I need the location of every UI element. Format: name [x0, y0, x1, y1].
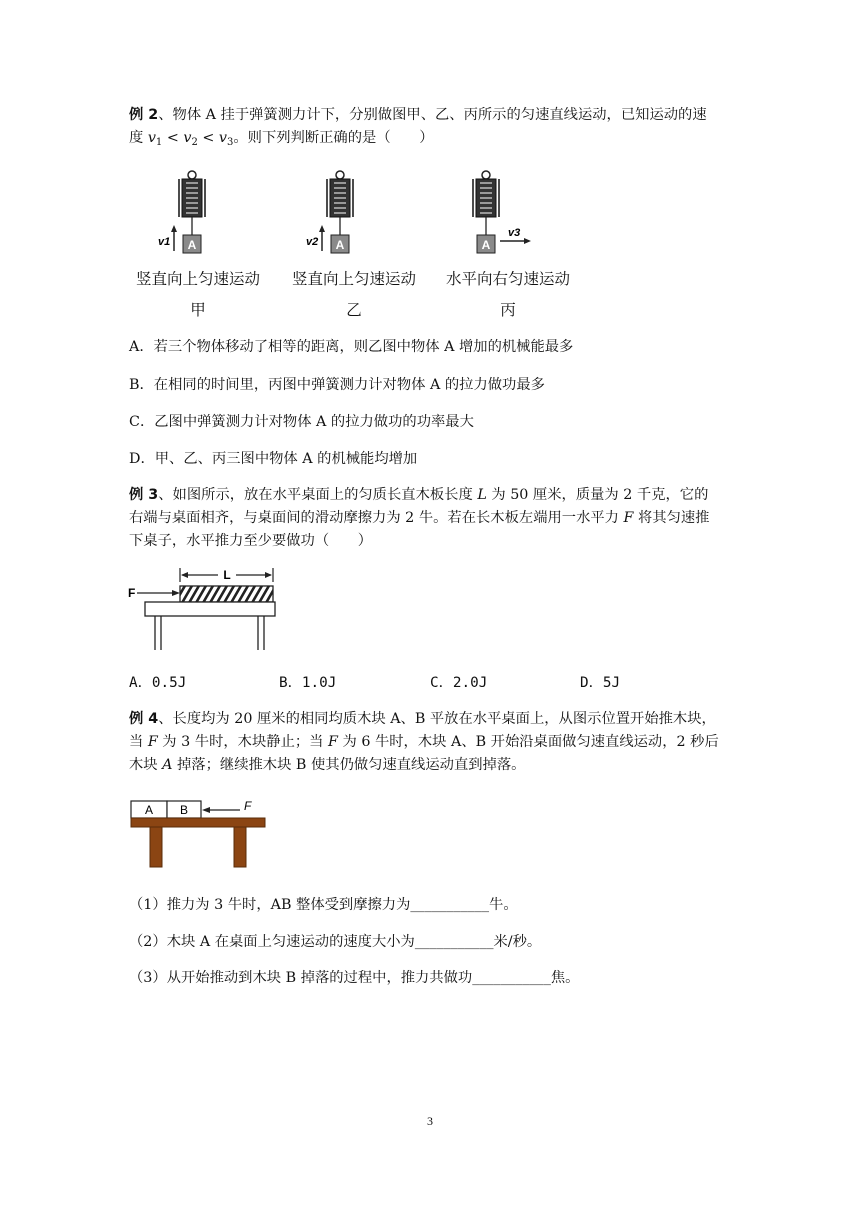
figure-yi-scale: [327, 171, 353, 253]
example-3-option-a: A．0.5J: [129, 675, 187, 691]
table-top: [131, 818, 265, 827]
example-2-option-c: C．乙图中弹簧测力计对物体 A 的拉力做功的功率最大: [129, 414, 474, 430]
example-3-option-c: C．2.0J: [430, 675, 488, 691]
example-4-line3b: 掉落；继续推木块 B 使其仍做匀速直线运动直到掉落。: [172, 757, 526, 773]
table-top: [145, 602, 275, 616]
figure-jia-velocity-label: v1: [158, 236, 171, 248]
v3-symbol: v: [218, 130, 227, 146]
example-4-line2b: 为 3 牛时，木块静止；当: [157, 734, 329, 750]
example-4-line2c: 为 6 牛时，木块 A、B 开始沿桌面做匀速直线运动，2 秒后: [337, 734, 719, 750]
example-2-line1: 、物体 A 挂于弹簧测力计下，分别做图甲、乙、丙所示的匀速直线运动，已知运动的速: [158, 107, 707, 123]
example-3-line2a: 右端与桌面相齐，与桌面间的滑动摩擦力为 2 牛。若在长木板左端用一水平力: [129, 510, 624, 526]
figure-yi-block-label: A: [335, 238, 345, 252]
figure-bing-name: 丙: [500, 301, 516, 319]
example-4-label: 例 4: [129, 711, 159, 727]
figure-bing-scale: [473, 171, 499, 253]
example-2-option-a: A．若三个物体移动了相等的距离，则乙图中物体 A 增加的机械能最多: [129, 339, 574, 355]
table-leg-right: [234, 827, 246, 867]
less-than-1: <: [162, 130, 184, 146]
v1-subscript: 1: [155, 137, 163, 148]
figure-bing-velocity-label: v3: [508, 227, 521, 239]
figure-jia-block-label: A: [187, 238, 197, 252]
wooden-board: [180, 586, 273, 602]
force-label: F: [128, 586, 136, 600]
blocks-on-table-figure: [128, 796, 273, 872]
figure-yi-name: 乙: [346, 301, 362, 319]
example-3-stem: [129, 484, 733, 553]
example-2-label: 例 2: [129, 107, 159, 123]
example-2-line2-prefix: 度: [129, 130, 148, 146]
example-3-option-d: D．5J: [580, 675, 621, 691]
figure-bing-arrowhead: [524, 238, 531, 244]
figure-jia-name: 甲: [190, 301, 206, 319]
figure-jia-caption: 竖直向上匀速运动: [135, 270, 260, 288]
figure-yi-caption: 竖直向上匀速运动: [291, 270, 416, 288]
example-4-line1: 、长度均为 20 厘米的相同均质木块 A、B 平放在水平桌面上，从图示位置开始推木块，: [158, 711, 716, 727]
example-4-A-symbol: A: [162, 757, 173, 773]
example-2-stem: [129, 104, 733, 154]
example-2-line2-suffix: 。则下列判断正确的是（ ）: [233, 130, 434, 146]
example-4-line2a: 当: [129, 734, 148, 750]
figure-bing-caption: 水平向右匀速运动: [445, 270, 570, 288]
block-a-label: A: [144, 803, 154, 817]
figure-yi-arrowhead: [319, 225, 325, 232]
v2-symbol: v: [183, 130, 192, 146]
example-2-option-d: D．甲、乙、丙三图中物体 A 的机械能均增加: [129, 451, 418, 467]
example-4-F2-symbol: F: [328, 734, 338, 750]
example-3-F-symbol: F: [623, 510, 634, 526]
v3-subscript: 3: [226, 137, 234, 148]
block-b-label: B: [179, 803, 189, 817]
force-arrowhead: [202, 807, 210, 813]
force-arrowhead: [172, 590, 180, 596]
figure-bing-block-label: A: [481, 238, 491, 252]
v2-subscript: 2: [191, 137, 198, 148]
v1-symbol: v: [147, 130, 156, 146]
length-label: L: [223, 568, 231, 582]
example-3-line1b: 为 50 厘米，质量为 2 千克，它的: [486, 487, 709, 503]
example-3-line2b: 将其匀速推: [633, 510, 710, 526]
example-4-F1-symbol: F: [147, 734, 158, 750]
spring-scale-figures: [140, 165, 600, 265]
length-right-arrowhead: [265, 572, 272, 578]
table-leg-left: [150, 827, 162, 867]
board-on-table-figure: [126, 564, 286, 654]
example-4-question-3: （3）从开始推动到木块 B 掉落的过程中，推力共做功___________焦。: [129, 970, 580, 986]
example-3-option-b: B．1.0J: [279, 675, 337, 691]
example-3-label: 例 3: [129, 487, 159, 503]
example-2-option-b: B．在相同的时间里，丙图中弹簧测力计对物体 A 的拉力做功最多: [129, 377, 545, 393]
force-label: F: [244, 799, 252, 813]
example-4-question-2: （2）木块 A 在桌面上匀速运动的速度大小为___________米/秒。: [129, 934, 542, 950]
example-4-stem: [129, 708, 733, 777]
figure-jia-scale: [179, 171, 205, 253]
example-4-question-1: （1）推力为 3 牛时，AB 整体受到摩擦力为___________牛。: [129, 897, 518, 913]
example-3-line3: 下桌子，水平推力至少要做功（ ）: [129, 533, 373, 549]
example-3-L-symbol: L: [477, 487, 487, 503]
length-left-arrowhead: [181, 572, 188, 578]
figure-jia-arrowhead: [171, 225, 177, 232]
example-3-line1a: 、如图所示，放在水平桌面上的匀质长直木板长度: [158, 487, 478, 503]
page-number: 3: [427, 1114, 433, 1128]
figure-yi-velocity-label: v2: [306, 236, 319, 248]
example-4-line3a: 木块: [129, 757, 163, 773]
less-than-2: <: [197, 130, 219, 146]
